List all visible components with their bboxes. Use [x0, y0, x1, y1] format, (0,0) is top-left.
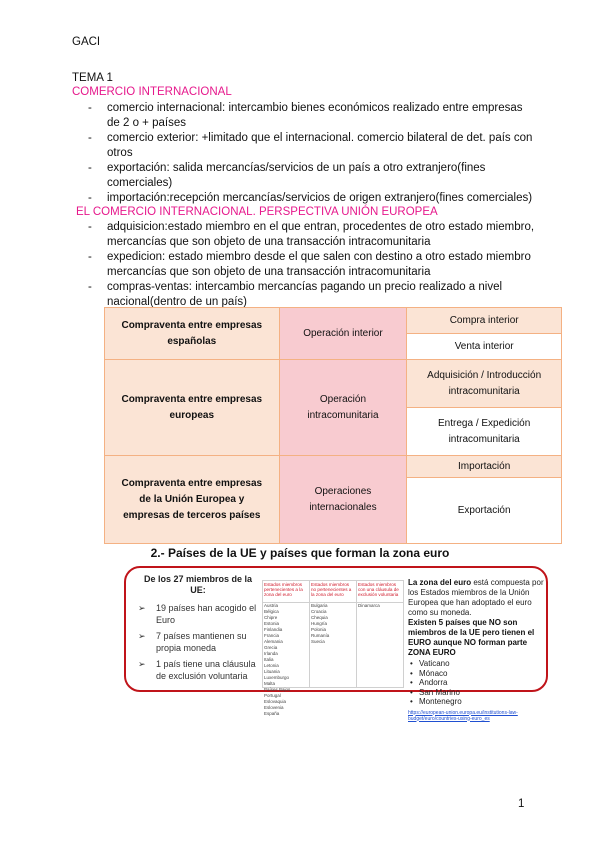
table-cell: Operación interior	[279, 308, 407, 360]
table-row	[105, 456, 562, 478]
list-item-text: 7 países mantienen su propia moneda	[156, 631, 247, 653]
non-eu-euro-note	[408, 618, 546, 658]
section-title-comercio-internacional: COMERCIO INTERNACIONAL	[72, 86, 232, 98]
country-name: Hungría	[311, 621, 328, 626]
figure-left-title: De los 27 miembros de la UE:	[143, 574, 253, 595]
table-column-eurozone	[263, 581, 310, 716]
non-eu-euro-text: Existen 5 países que NO son miembros de la UE pero tienen el EURO aunque NO forman parte ZONA EURO	[408, 618, 535, 657]
bullet-item: - importación:recepción mercancías/servicios de origen extranjero(fines comerciales)	[86, 191, 536, 206]
country-list	[357, 603, 403, 609]
table-column-non-eurozone	[310, 581, 357, 687]
country-name: Austria	[264, 603, 279, 608]
member-states-table	[262, 580, 404, 716]
country-name: Croacia	[311, 609, 327, 614]
country-name: Letonia	[264, 663, 279, 668]
table-cell: Adquisición / Introducción intracomunitaria	[407, 360, 562, 408]
country-name: Eslovenia	[264, 705, 284, 710]
country-name: Estonia	[264, 621, 280, 626]
table-cell: Exportación	[407, 478, 562, 544]
list-item	[136, 630, 260, 654]
list-item: • Mónaco	[408, 669, 546, 679]
table-header: Estados miembros con una cláusula de exclusión voluntaria	[357, 581, 403, 603]
country-name: España	[264, 711, 280, 716]
source-link[interactable]: https://european-union.europa.eu/institutions-law-budget/euro/countries-using-euro_es	[408, 709, 518, 722]
country-name: Lituania	[264, 669, 280, 674]
document-header: GACI	[72, 36, 101, 48]
eurozone-text: está compuesta por los Estados miembros de la Unión Europea que han adoptado el euro como su moneda.	[408, 578, 544, 617]
arrow-bullet-icon: ➢	[138, 603, 146, 613]
bullet-item: - comercio internacional: intercambio bienes económicos realizado entre empresas de 2 o + países	[86, 101, 536, 131]
table-column-opt-out	[357, 581, 403, 687]
table-row	[105, 360, 562, 408]
table-cell: Operaciones internacionales	[279, 456, 407, 544]
country-name: Dinamarca	[358, 603, 380, 608]
country-name: Portugal	[264, 693, 281, 698]
bullet-item: - compras-ventas: intercambio mercancías pagando un precio realizado a nivel nacional(dentro de un país)	[86, 280, 536, 310]
bullet-item: - comercio exterior: +limitado que el internacional. comercio bilateral de det. país con otros	[86, 131, 536, 161]
country-name: Italia	[264, 657, 274, 662]
country-name: Eslovaquia	[264, 699, 287, 704]
operations-table	[104, 307, 562, 544]
topic-heading: TEMA 1	[72, 72, 113, 84]
eurozone-term: La zona del euro	[408, 578, 472, 587]
country-name: Grecia	[264, 645, 278, 650]
table-cell: Compraventa entre empresas europeas	[105, 360, 280, 456]
country-name: Malta	[264, 681, 276, 686]
table-cell: Compraventa entre empresas de la Unión Europea y empresas de terceros países	[105, 456, 280, 544]
country-name: Chipre	[264, 615, 278, 620]
country-list	[263, 603, 309, 717]
country-name: Polonia	[311, 627, 327, 632]
non-eu-euro-list	[408, 659, 546, 707]
country-name: Luxemburgo	[264, 675, 290, 680]
figure-left-panel	[136, 574, 260, 686]
table-cell: Operación intracomunitaria	[279, 360, 407, 456]
bullet-item: - adquisicion:estado miembro en el que entran, procedentes de otro estado miembro, mercancías que son objeto de una transacción intracomunitaria	[86, 220, 536, 250]
arrow-bullet-icon: ➢	[138, 659, 146, 669]
country-name: Rumanía	[311, 633, 330, 638]
list-item: • San Marino	[408, 688, 546, 698]
section1-bullet-list	[86, 101, 536, 206]
figure-right-panel	[408, 578, 546, 722]
figure-title: 2.- Países de la UE y países que forman la zona euro	[150, 546, 450, 560]
eurozone-figure	[124, 566, 548, 722]
table-cell: Compra interior	[407, 308, 562, 334]
list-item	[136, 602, 260, 626]
section-title-perspectiva-ue: EL COMERCIO INTERNACIONAL. PERSPECTIVA UNIÓN EUROPEA	[76, 206, 438, 218]
table-cell: Compraventa entre empresas españolas	[105, 308, 280, 360]
list-item: • Montenegro	[408, 697, 546, 707]
country-name: Países Bajos	[264, 687, 291, 692]
table-row	[105, 308, 562, 334]
page-number: 1	[518, 798, 525, 810]
table-cell: Venta interior	[407, 334, 562, 360]
bullet-item: - exportación: salida mercancías/servicios de un país a otro extranjero(fines comerciales)	[86, 161, 536, 191]
table-cell: Entrega / Expedición intracomunitaria	[407, 408, 562, 456]
country-name: Francia	[264, 633, 280, 638]
arrow-bullet-icon: ➢	[138, 631, 146, 641]
country-name: Bélgica	[264, 609, 279, 614]
list-item-text: 1 país tiene una cláusula de exclusión voluntaria	[156, 659, 256, 681]
table-header: Estados miembros no pertenecientes a la zona del euro	[310, 581, 356, 603]
list-item: • Vaticano	[408, 659, 546, 669]
country-name: Alemania	[264, 639, 283, 644]
section2-bullet-list	[86, 220, 536, 310]
country-name: Finlandia	[264, 627, 283, 632]
list-item-text: 19 países han acogido el Euro	[156, 603, 257, 625]
country-name: Chequia	[311, 615, 328, 620]
eurozone-description	[408, 578, 546, 618]
country-name: Bulgaria	[311, 603, 328, 608]
country-name: Irlanda	[264, 651, 278, 656]
list-item	[136, 658, 260, 682]
country-list	[310, 603, 356, 645]
table-header: Estados miembros pertenecientes a la zona del euro	[263, 581, 309, 603]
list-item: • Andorra	[408, 678, 546, 688]
table-cell: Importación	[407, 456, 562, 478]
country-name: Suecia	[311, 639, 325, 644]
bullet-item: - expedicion: estado miembro desde el que salen con destino a otro estado miembro mercancías que son objeto de una transacción intracomunitaria	[86, 250, 536, 280]
